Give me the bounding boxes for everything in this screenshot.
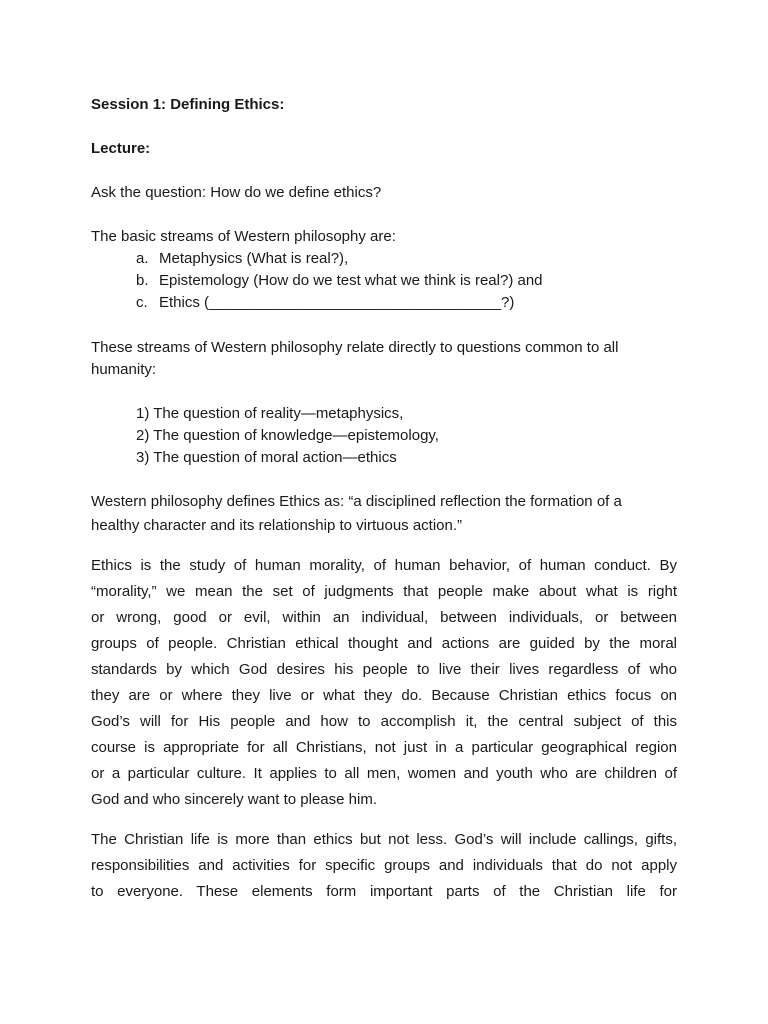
- paragraph1-line-1: Ethics is the study of human morality, of human behavior, of human conduct. By: [91, 557, 677, 574]
- session-title: Session 1: Defining Ethics:: [91, 96, 285, 113]
- streams-intro: The basic streams of Western philosophy are:: [91, 228, 396, 245]
- paragraph1-line-8: course is appropriate for all Christians, not just in a particular geographical region: [91, 739, 677, 756]
- stream-marker-c: c.: [136, 294, 148, 311]
- paragraph1-line-9: or a particular culture. It applies to all men, women and youth who are children of: [91, 765, 677, 782]
- paragraph1-line-5: standards by which God desires his people to live their lives regardless of who: [91, 661, 677, 678]
- question-item-3: 3) The question of moral action—ethics: [136, 449, 397, 466]
- paragraph2-line-3: to everyone. These elements form important parts of the Christian life for: [91, 883, 677, 900]
- paragraph1-line-6: they are or where they live or what they do. Because Christian ethics focus on: [91, 687, 677, 704]
- definition-line-1: Western philosophy defines Ethics as: “a disciplined reflection the formation of a: [91, 493, 622, 510]
- paragraph2-line-2: responsibilities and activities for specific groups and individuals that do not apply: [91, 857, 677, 874]
- stream-item-c: Ethics (___________________________________?): [159, 294, 515, 311]
- definition-line-2: healthy character and its relationship to virtuous action.”: [91, 517, 463, 534]
- paragraph1-line-4: groups of people. Christian ethical thought and actions are guided by the moral: [91, 635, 677, 652]
- paragraph2-line-1: The Christian life is more than ethics but not less. God’s will include callings, gifts,: [91, 831, 677, 848]
- paragraph1-line-3: or wrong, good or evil, within an individual, between individuals, or between: [91, 609, 677, 626]
- stream-marker-b: b.: [136, 272, 149, 289]
- stream-marker-a: a.: [136, 250, 149, 267]
- lecture-label: Lecture:: [91, 140, 151, 157]
- paragraph1-line-7: God’s will for His people and how to accomplish it, the central subject of this: [91, 713, 677, 730]
- relate-line-2: humanity:: [91, 361, 157, 378]
- stream-item-b: Epistemology (How do we test what we think is real?) and: [159, 272, 543, 289]
- relate-line-1: These streams of Western philosophy relate directly to questions common to all: [91, 339, 619, 356]
- paragraph1-line-2: “morality,” we mean the set of judgments that people make about what is right: [91, 583, 677, 600]
- question-item-2: 2) The question of knowledge—epistemology,: [136, 427, 439, 444]
- question-item-1: 1) The question of reality—metaphysics,: [136, 405, 404, 422]
- stream-item-a: Metaphysics (What is real?),: [159, 250, 349, 267]
- question-line: Ask the question: How do we define ethics?: [91, 184, 382, 201]
- paragraph1-line-10: God and who sincerely want to please him.: [91, 791, 377, 808]
